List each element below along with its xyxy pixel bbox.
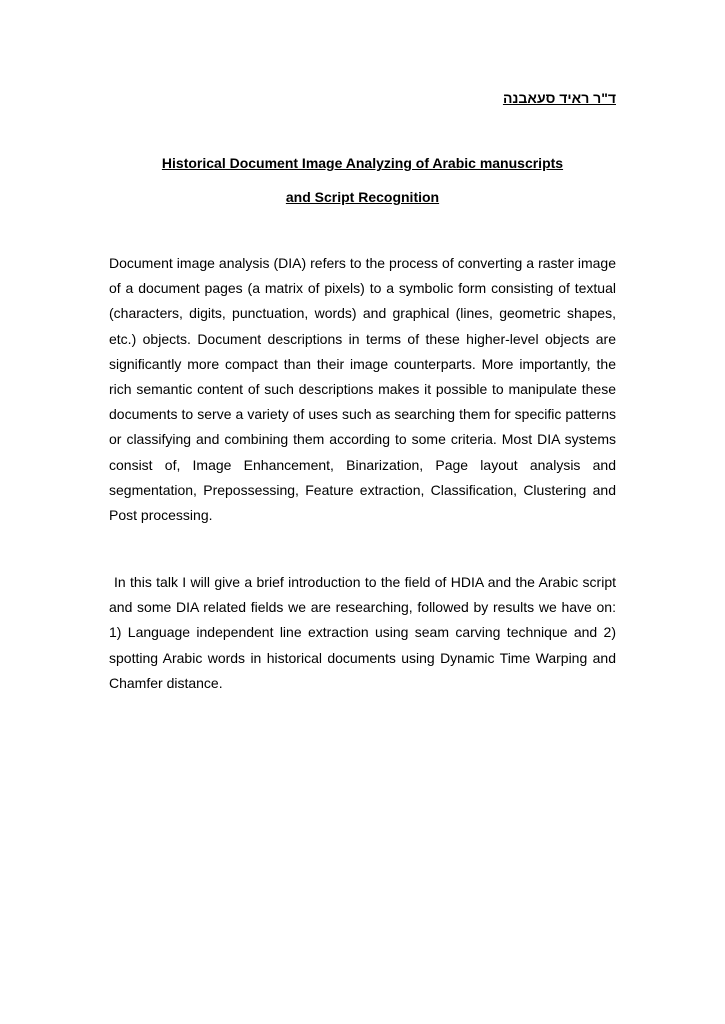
document-title-line-1: Historical Document Image Analyzing of Arabic manuscripts — [161, 155, 564, 171]
author-name: ד"ר ראיד סעאבנה — [502, 90, 616, 106]
document-title-line-2: and Script Recognition — [285, 189, 440, 205]
body-paragraph-1: Document image analysis (DIA) refers to the process of converting a raster image of a document pages (a matrix of pixels) to a symbolic form consisting of textual (characters, digits, punctuation, words) and graphical (lines, geometric shapes, etc.) objects. Document descriptions in terms of these higher-level objects are significantly more compact than their image counterparts. More importantly, the rich semantic content of such descriptions makes it possible to manipulate these documents to serve a variety of uses such as searching them for specific patterns or classifying and combining them according to some criteria. Most DIA systems consist of, Image Enhancement, Binarization, Page layout analysis and segmentation, Prepossessing, Feature extraction, Classification, Clustering and Post processing. — [109, 255, 616, 524]
body-paragraph-2: In this talk I will give a brief introduction to the field of HDIA and the Arabic script and some DIA related fields we are researching, followed by results we have on: 1) Language independent line extraction using seam carving technique and 2) spotting Arabic words in historical documents using Dynamic Time Warping and Chamfer distance. — [109, 574, 616, 691]
